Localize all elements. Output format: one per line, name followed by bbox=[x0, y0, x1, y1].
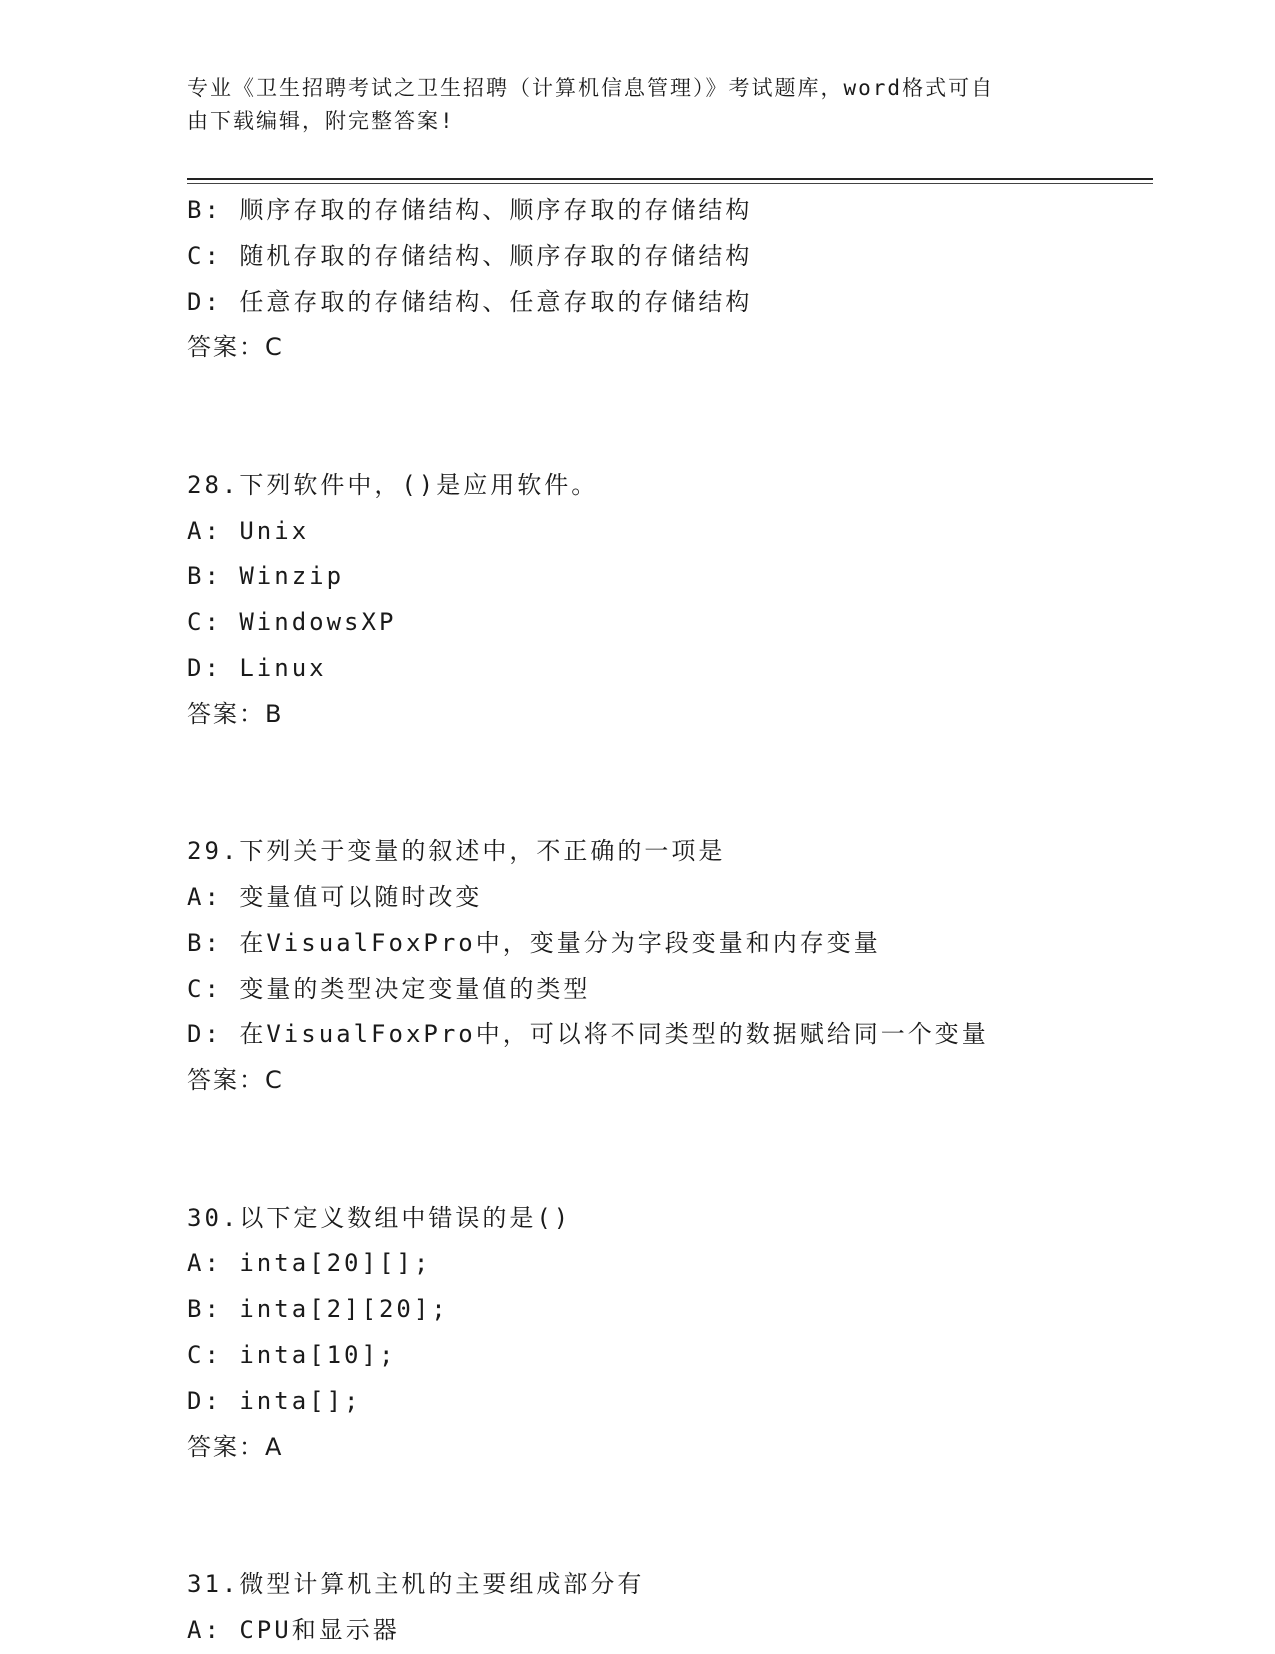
question-stem: 28.下列软件中，()是应用软件。 bbox=[187, 470, 599, 499]
question-30 bbox=[187, 1196, 1147, 1471]
document-header bbox=[187, 72, 1067, 138]
option-b: B: 在VisualFoxPro中，变量分为字段变量和内存变量 bbox=[187, 928, 881, 957]
header-line-2: 由下载编辑，附完整答案! bbox=[187, 109, 455, 133]
answer-label: 答案：C bbox=[187, 1066, 284, 1095]
question-stem: 30.以下定义数组中错误的是() bbox=[187, 1203, 572, 1232]
option-a: A: 变量值可以随时改变 bbox=[187, 882, 483, 911]
option-d: D: 在VisualFoxPro中，可以将不同类型的数据赋给同一个变量 bbox=[187, 1020, 989, 1049]
option-c: C: WindowsXP bbox=[187, 608, 397, 637]
question-stem: 31.微型计算机主机的主要组成部分有 bbox=[187, 1569, 645, 1598]
option-b: B: Winzip bbox=[187, 562, 345, 591]
spacer bbox=[187, 1104, 1147, 1196]
answer-label: 答案：A bbox=[187, 1432, 284, 1461]
header-line-1: 专业《卫生招聘考试之卫生招聘（计算机信息管理）》考试题库，word格式可自 bbox=[187, 76, 995, 100]
option-d: D: 任意存取的存储结构、任意存取的存储结构 bbox=[187, 287, 753, 316]
question-stem: 29.下列关于变量的叙述中，不正确的一项是 bbox=[187, 837, 726, 866]
question-27-continued bbox=[187, 188, 1147, 371]
option-b: B: inta[2][20]; bbox=[187, 1295, 449, 1324]
question-31 bbox=[187, 1562, 1147, 1654]
header-divider-thin bbox=[187, 183, 1153, 184]
option-c: C: inta[10]; bbox=[187, 1340, 397, 1369]
header-divider-thick bbox=[187, 178, 1153, 180]
option-a: A: inta[20][]; bbox=[187, 1249, 432, 1278]
spacer bbox=[187, 738, 1147, 830]
question-29 bbox=[187, 829, 1147, 1104]
option-d: D: Linux bbox=[187, 653, 327, 682]
option-c: C: 随机存取的存储结构、顺序存取的存储结构 bbox=[187, 241, 753, 270]
question-28 bbox=[187, 463, 1147, 738]
question-list bbox=[187, 188, 1147, 1654]
answer-label: 答案：B bbox=[187, 699, 284, 728]
answer-label: 答案：C bbox=[187, 333, 284, 362]
option-a: A: Unix bbox=[187, 516, 310, 545]
option-c: C: 变量的类型决定变量值的类型 bbox=[187, 974, 591, 1003]
option-b: B: 顺序存取的存储结构、顺序存取的存储结构 bbox=[187, 196, 753, 224]
spacer bbox=[187, 371, 1147, 463]
option-a: A: CPU和显示器 bbox=[187, 1615, 400, 1644]
option-d: D: inta[]; bbox=[187, 1386, 362, 1415]
spacer bbox=[187, 1470, 1147, 1562]
